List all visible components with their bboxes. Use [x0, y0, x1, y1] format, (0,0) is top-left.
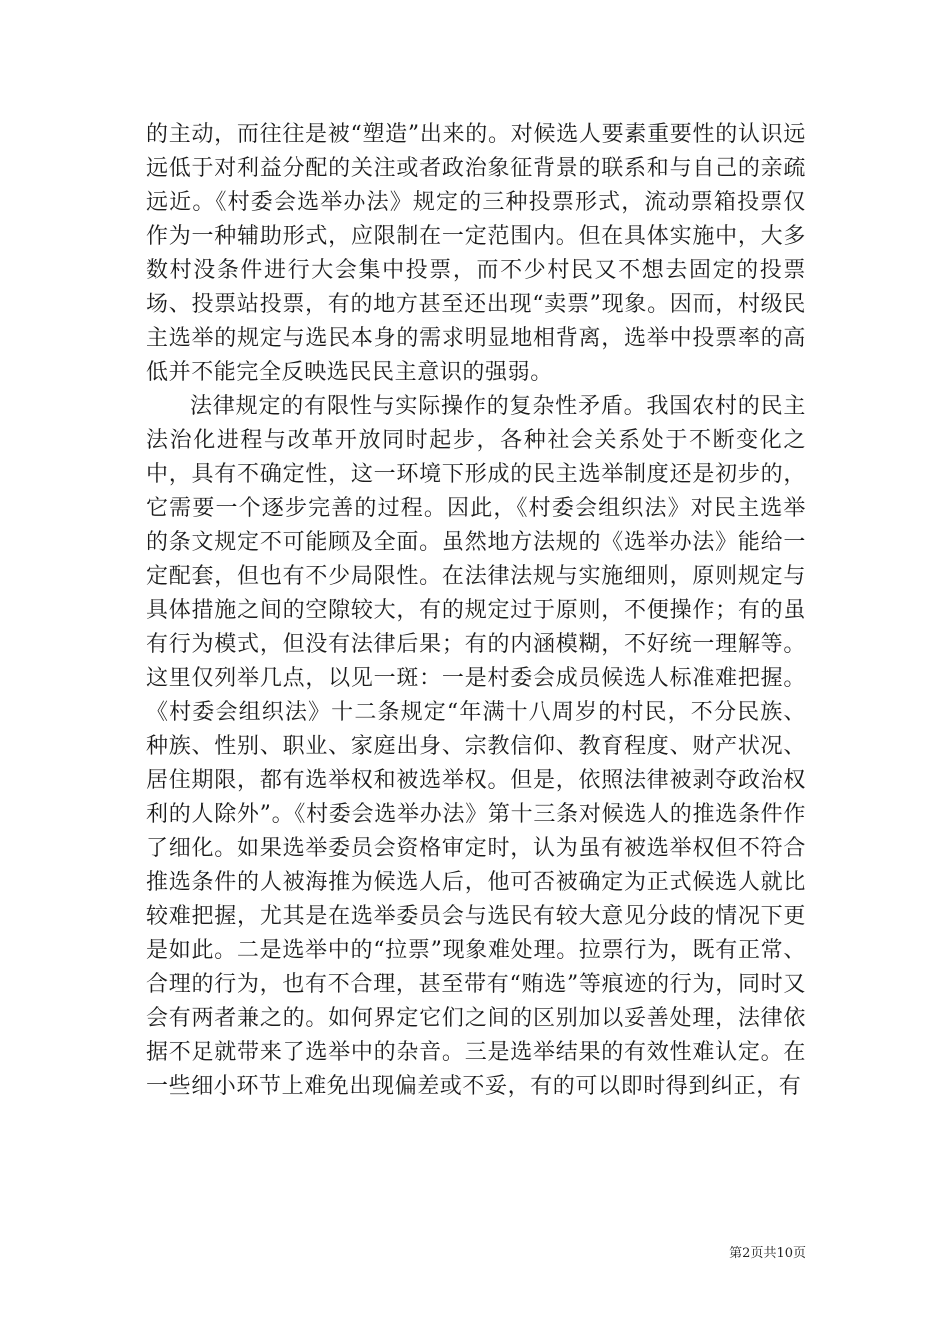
body-text	[146, 118, 806, 1104]
paragraph-2: 法律规定的有限性与实际操作的复杂性矛盾。我国农村的民主法治化进程与改革开放同时起步，各种社会关系处于不断变化之中，具有不确定性，这一环境下形成的民主选举制度还是初步的，它需要一个逐步完善的过程。因此，《村委会组织法》对民主选举的条文规定不可能顾及全面。虽然地方法规的《选举办法》能给一定配套，但也有不少局限性。在法律法规与实施细则，原则规定与具体措施之间的空隙较大，有的规定过于原则，不便操作；有的虽有行为模式，但没有法律后果；有的内涵模糊，不好统一理解等。这里仅列举几点，以见一斑：一是村委会成员候选人标准难把握。《村委会组织法》十二条规定“年满十八周岁的村民，不分民族、种族、性别、职业、家庭出身、宗教信仰、教育程度、财产状况、居住期限，都有选举权和被选举权。但是，依照法律被剥夺政治权利的人除外”。《村委会选举办法》第十三条对候选人的推选条件作了细化。如果选举委员会资格审定时，认为虽有被选举权但不符合推选条件的人被海推为候选人后，他可否被确定为正式候选人就比较难把握，尤其是在选举委员会与选民有较大意见分歧的情况下更是如此。二是选举中的“拉票”现象难处理。拉票行为，既有正常、合理的行为，也有不合理，甚至带有“贿选”等痕迹的行为，同时又会有两者兼之的。如何界定它们之间的区别加以妥善处理，法律依据不足就带来了选举中的杂音。三是选举结果的有效性难认定。在一些细小环节上难免出现偏差或不妥，有的可以即时得到纠正，有	[146, 394, 806, 1099]
page-number: 第2页共10页	[729, 1246, 806, 1261]
paragraph-1: 的主动，而往往是被“塑造”出来的。对候选人要素重要性的认识远远低于对利益分配的关注或者政治象征背景的联系和与自己的亲疏远近。《村委会选举办法》规定的三种投票形式，流动票箱投票仅作为一种辅助形式，应限制在一定范围内。但在具体实施中，大多数村没条件进行大会集中投票，而不少村民又不想去固定的投票场、投票站投票，有的地方甚至还出现“卖票”现象。因而，村级民主选举的规定与选民本身的需求明显地相背离，选举中投票率的高低并不能完全反映选民民主意识的强弱。	[146, 122, 806, 385]
